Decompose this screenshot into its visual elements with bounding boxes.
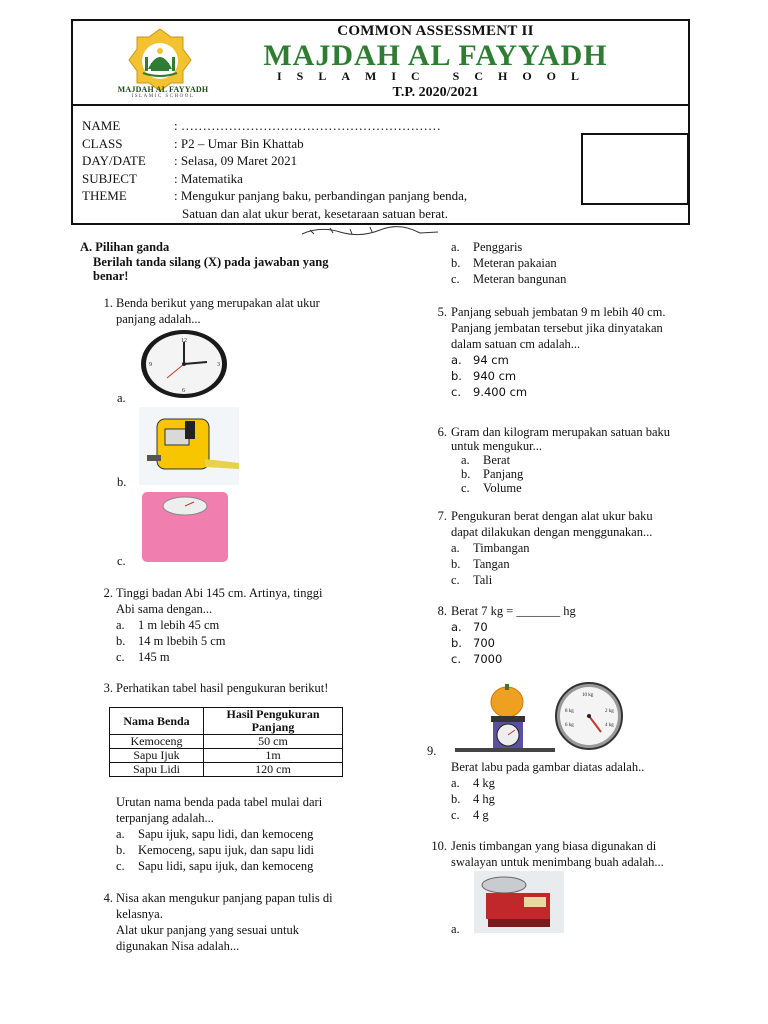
svg-text:6: 6	[182, 388, 185, 394]
q9-option-b[interactable]: b. 4 hg	[451, 792, 495, 806]
q8-option-c[interactable]: c. 7000	[451, 652, 503, 666]
q2-option-c[interactable]: c. 145 m	[116, 650, 170, 664]
date-label: DAY/DATE	[82, 153, 146, 168]
q8-option-b[interactable]: b. 700	[451, 636, 495, 650]
q6-option-a[interactable]: a. Berat	[461, 453, 511, 467]
table-row: Sapu Ijuk 1m	[110, 749, 343, 763]
instruction-line1: Berilah tanda silang (X) pada jawaban yang	[93, 255, 329, 269]
question-5: 5. Panjang sebuah jembatan 9 m lebih 40 cm. Panjang jembatan tersebut jika dinyatakan dalam satuan cm adalah... a. 94 cm b. 940 cm c. 9.400 cm	[427, 304, 727, 400]
measurement-table	[109, 707, 343, 777]
q3-option-b[interactable]: b. Kemoceng, sapu ijuk, dan sapu lidi	[116, 843, 315, 857]
q7-option-a[interactable]: a. Timbangan	[451, 541, 530, 555]
svg-text:8 kg: 8 kg	[565, 709, 574, 714]
header-top	[73, 21, 688, 106]
svg-text:4 kg: 4 kg	[605, 723, 614, 728]
q8-option-a[interactable]: a. 70	[451, 620, 488, 634]
pumpkin-scale-image-icon	[455, 682, 630, 754]
table-row: Kemoceng 50 cm	[110, 735, 343, 749]
q1-option-a[interactable]: a.	[117, 391, 126, 405]
q7-option-b[interactable]: b. Tangan	[451, 557, 510, 571]
school-name: MAJDAH AL FAYYADH	[263, 39, 608, 72]
student-info	[82, 117, 602, 222]
q5-option-c[interactable]: c. 9.400 cm	[451, 385, 528, 399]
q2-option-a[interactable]: a. 1 m lebih 45 cm	[116, 618, 220, 632]
question-7: 7. Pengukuran berat dengan alat ukur baku dapat dilakukan dengan menggunakan... a. Timbangan b. Tangan c. Tali	[427, 508, 727, 588]
q6-option-c[interactable]: c. Volume	[461, 481, 522, 495]
question-3: 3. Perhatikan tabel hasil pengukuran berikut!	[103, 681, 329, 695]
svg-text:6 kg: 6 kg	[565, 723, 574, 728]
question-9: Berat labu pada gambar diatas adalah.. a. 4 kg b. 4 hg c. 4 g	[451, 759, 731, 823]
measuring-tape-image-icon[interactable]	[139, 407, 239, 485]
question-1: 1. Benda berikut yang merupakan alat ukur panjang adalah...	[103, 296, 320, 326]
instruction-line2: benar!	[93, 269, 129, 283]
clock-image-icon[interactable]	[139, 328, 229, 400]
school-year: T.P. 2020/2021	[392, 85, 479, 100]
q7-option-c[interactable]: c. Tali	[451, 573, 493, 587]
svg-text:9: 9	[149, 362, 152, 368]
question-9-number: 9.	[427, 744, 437, 758]
table-row: Sapu Lidi 120 cm	[110, 763, 343, 777]
question-3-prompt: Urutan nama benda pada tabel mulai dari terpanjang adalah... a. Sapu ijuk, sapu lidi, dan kemoceng b. Kemoceng, sapu ijuk, dan sapu lidi c. Sapu lidi, sapu ijuk, dan kemoceng	[116, 794, 386, 874]
section-title: A. Pilihan ganda	[80, 240, 170, 254]
q1-option-b[interactable]: b.	[117, 475, 127, 489]
table-header-result: Hasil Pengukuran Panjang	[204, 708, 343, 735]
name-field[interactable]: : ……………………………………………………	[174, 118, 441, 133]
theme-label: THEME	[82, 188, 127, 203]
score-box[interactable]	[581, 133, 689, 205]
fruit-scale-image-icon[interactable]	[474, 871, 564, 933]
table-header-name: Nama Benda	[110, 708, 204, 735]
logo-text: MAJDAH AL FAYYADH	[117, 85, 209, 94]
q4-option-a[interactable]: a. Penggaris	[451, 240, 523, 254]
svg-text:3: 3	[217, 362, 220, 368]
question-6: 6. Gram dan kilogram merupakan satuan baku untuk mengukur... a. Berat b. Panjang c. Volume	[427, 425, 727, 495]
q4-option-b[interactable]: b. Meteran pakaian	[451, 256, 557, 270]
calligraphy-divider-icon	[300, 224, 440, 238]
q2-option-b[interactable]: b. 14 m lbebih 5 cm	[116, 634, 226, 648]
question-2: 2. Tinggi badan Abi 145 cm. Artinya, tinggi Abi sama dengan... a. 1 m lebih 45 cm b. 14 m lbebih 5 cm c. 145 m	[93, 585, 373, 665]
q6-option-b[interactable]: b. Panjang	[461, 467, 524, 481]
question-4: 4. Nisa akan mengukur panjang papan tulis di kelasnya. Alat ukur panjang yang sesuai untuk digunakan Nisa adalah...	[103, 891, 333, 953]
theme-value: : Mengukur panjang baku, perbandingan panjang benda,	[174, 188, 468, 203]
svg-text:10 kg: 10 kg	[582, 693, 594, 698]
q5-option-a[interactable]: a. 94 cm	[451, 353, 509, 367]
q3-option-c[interactable]: c. Sapu lidi, sapu ijuk, dan kemoceng	[116, 859, 314, 873]
assessment-title: COMMON ASSESSMENT II	[337, 23, 534, 39]
subject-value: : Matematika	[174, 170, 243, 186]
date-value: : Selasa, 09 Maret 2021	[174, 153, 298, 168]
svg-text:2 kg: 2 kg	[605, 709, 614, 714]
q10-option-a[interactable]: a.	[451, 922, 460, 936]
svg-text:12: 12	[181, 338, 187, 344]
question-10: 10. Jenis timbangan yang biasa digunakan di swalayan untuk menimbang buah adalah...	[431, 839, 664, 869]
q4-option-c[interactable]: c. Meteran bangunan	[451, 272, 567, 286]
class-label: CLASS	[82, 135, 123, 151]
question-8: 8. Berat 7 kg = _______ hg a. 70 b. 700 c. 7000	[427, 603, 727, 667]
q5-option-b[interactable]: b. 940 cm	[451, 369, 517, 383]
q9-option-a[interactable]: a. 4 kg	[451, 776, 495, 790]
logo-subtext: ISLAMIC SCHOOL	[131, 94, 195, 99]
q9-option-c[interactable]: c. 4 g	[451, 808, 489, 822]
q1-option-c[interactable]: c.	[117, 554, 126, 568]
theme-value-line2: Satuan dan alat ukur berat, kesetaraan satuan berat.	[182, 205, 449, 221]
weighing-scale-image-icon[interactable]	[142, 492, 228, 562]
q3-option-a[interactable]: a. Sapu ijuk, sapu lidi, dan kemoceng	[116, 827, 314, 841]
question-4-options	[451, 239, 701, 287]
class-value: : P2 – Umar Bin Khattab	[174, 135, 304, 151]
header-box	[71, 19, 690, 225]
subject-label: SUBJECT	[82, 170, 137, 186]
name-label: NAME	[82, 118, 121, 133]
school-type: ISLAMIC SCHOOL	[276, 69, 595, 83]
